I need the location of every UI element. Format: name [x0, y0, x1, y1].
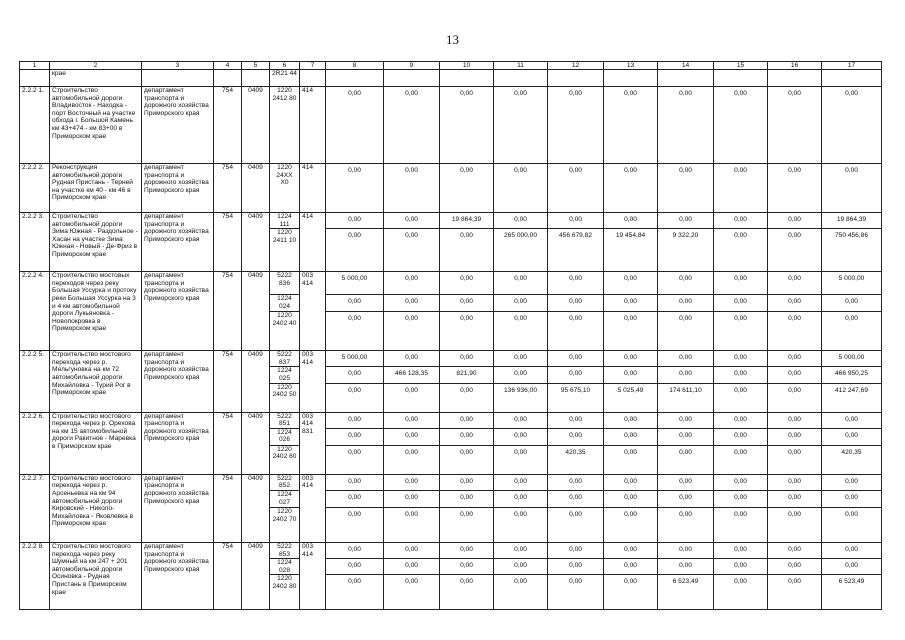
- cell-value: 420,35: [548, 445, 604, 474]
- table-row: [20, 272, 882, 295]
- cell-value: 0,00: [822, 507, 882, 542]
- cell-value: 0,00: [440, 575, 494, 610]
- cell-csr: 1220 2402 40: [270, 312, 300, 351]
- cell-value: 5 000,00: [326, 272, 384, 295]
- column-header: 2: [50, 62, 142, 70]
- column-header: 15: [714, 62, 768, 70]
- cell-value: 0,00: [714, 428, 768, 445]
- cell-value: 0,00: [494, 412, 548, 428]
- cell-value: 0,00: [604, 213, 658, 229]
- cell-value: 0,00: [548, 507, 604, 542]
- cell-value: 136 936,00: [494, 383, 548, 412]
- cell-value: 0,00: [440, 490, 494, 507]
- cell-value: 0,00: [658, 295, 714, 312]
- cell-value: 0,00: [494, 164, 548, 213]
- cell-value: 265 000,00: [494, 229, 548, 272]
- cell-value: 0,00: [494, 474, 548, 490]
- cell-value: 0,00: [768, 383, 822, 412]
- cell-value: 0,00: [714, 412, 768, 428]
- budget-table: [19, 61, 882, 610]
- cell-value: 0,00: [658, 445, 714, 474]
- cell-value: 0,00: [326, 229, 384, 272]
- cell-value: 0,00: [384, 213, 440, 229]
- cell-csr: 1220 2402 60: [270, 445, 300, 474]
- cell-value: 0,00: [658, 559, 714, 575]
- cell-value: 420,35: [822, 445, 882, 474]
- cell-value: 0,00: [326, 559, 384, 575]
- cell-name: Реконструкция автомобильной дороги Рудная Пристань - Терней на участке км 40 - км 46 в Приморском крае: [50, 164, 142, 213]
- cell-value: 0,00: [658, 507, 714, 542]
- cell-dept: департамент транспорта и дорожного хозяйства Приморского края: [142, 474, 214, 542]
- cell-value: 0,00: [326, 474, 384, 490]
- cell-value: 0,00: [714, 507, 768, 542]
- column-header: 13: [604, 62, 658, 70]
- cell-id: 2.2.2 7.: [20, 474, 50, 542]
- cell-value: 0,00: [658, 312, 714, 351]
- cell-value: 0,00: [768, 213, 822, 229]
- cell-rzpr: 0409: [242, 412, 270, 474]
- cell-value: 456 679,82: [548, 229, 604, 272]
- cell-value: 0,00: [768, 559, 822, 575]
- table-row: [20, 474, 882, 490]
- cell-value: 0,00: [714, 575, 768, 610]
- cell-value: 0,00: [494, 559, 548, 575]
- cell-value: 0,00: [768, 490, 822, 507]
- column-number-row: [20, 62, 882, 70]
- cell-value: 0,00: [384, 229, 440, 272]
- cell-value: 0,00: [768, 575, 822, 610]
- cell-value: 5 000,00: [326, 351, 384, 367]
- cell-value: 0,00: [604, 164, 658, 213]
- cell-value: 0,00: [658, 351, 714, 367]
- cell-value: 0,00: [658, 490, 714, 507]
- cell-value: 0,00: [822, 428, 882, 445]
- cell-vr: 414: [300, 164, 326, 213]
- table-row: [20, 87, 882, 164]
- cell-value: 412 247,69: [822, 383, 882, 412]
- cell-value: 0,00: [548, 164, 604, 213]
- cell-value: 0,00: [326, 87, 384, 164]
- cell-rzpr: 0409: [242, 542, 270, 609]
- cell-id: 2.2.2 6.: [20, 412, 50, 474]
- cell-value: 0,00: [768, 412, 822, 428]
- cell-value: 0,00: [714, 542, 768, 558]
- column-header: 10: [440, 62, 494, 70]
- cell-grbs: 754: [214, 87, 242, 164]
- cell-name: Строительство мостовых переходов через реку Большая Уссурка и протоку реки Большая Уссурка на 3 и 4 км автомобильной дороги Лукьяновка - Новопокровка в Приморском крае: [50, 272, 142, 351]
- cell-value: 174 611,10: [658, 383, 714, 412]
- cell-value: 0,00: [440, 164, 494, 213]
- cell-rzpr: 0409: [242, 164, 270, 213]
- cell-grbs: 754: [214, 272, 242, 351]
- cell-value: 0,00: [326, 507, 384, 542]
- cell-value: 0,00: [548, 213, 604, 229]
- column-header: 4: [214, 62, 242, 70]
- cell-value: 0,00: [604, 351, 658, 367]
- table-row: [20, 412, 882, 428]
- cell-value: 0,00: [768, 351, 822, 367]
- cell-value: 0,00: [548, 272, 604, 295]
- cell-value: 0,00: [326, 428, 384, 445]
- cell-value: 0,00: [326, 445, 384, 474]
- column-header: 9: [384, 62, 440, 70]
- column-header: 5: [242, 62, 270, 70]
- cell-value: 0,00: [604, 559, 658, 575]
- cell-value: 0,00: [384, 507, 440, 542]
- cell-value: 0,00: [768, 164, 822, 213]
- cell-value: 0,00: [604, 507, 658, 542]
- cell-value: 0,00: [326, 213, 384, 229]
- cell-value: 0,00: [714, 474, 768, 490]
- cell-value: 0,00: [384, 272, 440, 295]
- cell-value: 0,00: [714, 490, 768, 507]
- cell-value: 0,00: [714, 213, 768, 229]
- cell-rzpr: 0409: [242, 213, 270, 272]
- cell-value: 0,00: [548, 295, 604, 312]
- cell-value: 0,00: [658, 412, 714, 428]
- cell-csr: 5222 852: [270, 474, 300, 490]
- cell-value: 0,00: [494, 367, 548, 383]
- cell-value: 0,00: [768, 542, 822, 558]
- cell-name: Строительство мостового перехода через р. Арсеньевка на км 94 автомобильной дороги Кировский - Николо-Михайловка - Яковлевка в Приморском крае: [50, 474, 142, 542]
- cell-value: 0,00: [440, 559, 494, 575]
- cell-value: 0,00: [326, 164, 384, 213]
- cell-value: 0,00: [822, 164, 882, 213]
- cell-grbs: 754: [214, 412, 242, 474]
- cell-code: 2R21 44: [270, 70, 300, 87]
- cell-value: 0,00: [604, 490, 658, 507]
- cell-value: 0,00: [494, 312, 548, 351]
- cell-value: 0,00: [714, 367, 768, 383]
- cell-value: 0,00: [768, 445, 822, 474]
- cell-value: 0,00: [384, 445, 440, 474]
- cell-csr: 5222 853: [270, 542, 300, 558]
- cell-csr: 1220 2411 10: [270, 229, 300, 272]
- cell-value: 0,00: [714, 312, 768, 351]
- cell-value: 0,00: [548, 428, 604, 445]
- cell-value: 0,00: [548, 490, 604, 507]
- column-header: 8: [326, 62, 384, 70]
- cell-value: 0,00: [440, 312, 494, 351]
- cell-value: 19 864,39: [440, 213, 494, 229]
- continuation-row: [20, 70, 882, 87]
- cell-value: 0,00: [384, 559, 440, 575]
- cell-csr: 1224 111: [270, 213, 300, 229]
- cell-csr: 1224 026: [270, 428, 300, 445]
- cell-value: 0,00: [494, 428, 548, 445]
- cell-vr: 003 414 831: [300, 412, 326, 474]
- cell-value: 6 523,49: [658, 575, 714, 610]
- cell-value: 0,00: [440, 507, 494, 542]
- cell-grbs: 754: [214, 474, 242, 542]
- cell-value: 0,00: [822, 542, 882, 558]
- cell-dept: департамент транспорта и дорожного хозяйства Приморского края: [142, 164, 214, 213]
- cell-value: 0,00: [768, 229, 822, 272]
- cell-csr: 1224 027: [270, 490, 300, 507]
- page-number: 13: [446, 32, 459, 47]
- cell-rzpr: 0409: [242, 87, 270, 164]
- cell-dept: департамент транспорта и дорожного хозяйства Приморского края: [142, 542, 214, 609]
- cell-id: 2.2.2 2.: [20, 164, 50, 213]
- cell-value: 0,00: [658, 474, 714, 490]
- cell-value: 0,00: [658, 428, 714, 445]
- cell-value: 0,00: [658, 87, 714, 164]
- cell-csr: 1220 2402 80: [270, 575, 300, 610]
- cell-value: 0,00: [548, 474, 604, 490]
- cell-value: 0,00: [768, 507, 822, 542]
- cell-value: 0,00: [384, 428, 440, 445]
- cell-value: 0,00: [604, 428, 658, 445]
- cell-csr: 1220 2402 50: [270, 383, 300, 412]
- cell-value: 0,00: [604, 575, 658, 610]
- cell-name: Строительство мостового перехода через р. Орехова на км 15 автомобильной дороги Ракитное - Маревка в Приморском крае: [50, 412, 142, 474]
- cell-value: 0,00: [768, 295, 822, 312]
- column-header: 3: [142, 62, 214, 70]
- cell-csr: 1220 24ХХ Х0: [270, 164, 300, 213]
- cell-value: 0,00: [494, 445, 548, 474]
- cell-dept: департамент транспорта и дорожного хозяйства Приморского края: [142, 272, 214, 351]
- cell-value: 0,00: [714, 87, 768, 164]
- column-header: 11: [494, 62, 548, 70]
- column-header: 1: [20, 62, 50, 70]
- table-row: [20, 213, 882, 229]
- cell-name: Строительство автомобильной дороги Зима Южная - Раздольное - Хасан на участке Зима Южная - Новый - Де-Фриз в Приморском крае: [50, 213, 142, 272]
- cell-value: 0,00: [822, 412, 882, 428]
- cell-dept: департамент транспорта и дорожного хозяйства Приморского края: [142, 213, 214, 272]
- cell-value: 0,00: [384, 575, 440, 610]
- cell-value: 0,00: [768, 428, 822, 445]
- cell-value: 0,00: [440, 351, 494, 367]
- cell-value: 0,00: [714, 351, 768, 367]
- cell-value: 0,00: [604, 272, 658, 295]
- cell-id: 2.2.2 3.: [20, 213, 50, 272]
- cell-csr: 1220 2402 70: [270, 507, 300, 542]
- cell-value: 5 000,00: [822, 351, 882, 367]
- cell-value: 750 456,86: [822, 229, 882, 272]
- cell-value: 0,00: [494, 542, 548, 558]
- cell-value: 0,00: [604, 367, 658, 383]
- cell-value: 0,00: [822, 87, 882, 164]
- cell-value: 0,00: [714, 295, 768, 312]
- cell-value: 0,00: [768, 272, 822, 295]
- cell-value: 0,00: [384, 383, 440, 412]
- cell-value: 0,00: [326, 312, 384, 351]
- cell-value: 0,00: [768, 312, 822, 351]
- column-header: 12: [548, 62, 604, 70]
- cell-value: 0,00: [326, 490, 384, 507]
- cell-value: 0,00: [768, 474, 822, 490]
- cell-value: 0,00: [604, 445, 658, 474]
- cell-vr: 003 414: [300, 272, 326, 351]
- cell-value: 0,00: [494, 272, 548, 295]
- cell-value: 0,00: [822, 295, 882, 312]
- cell-vr: 003 414: [300, 351, 326, 412]
- cell-value: 0,00: [658, 272, 714, 295]
- cell-value: 0,00: [714, 559, 768, 575]
- cell-id: 2.2.2 4.: [20, 272, 50, 351]
- cell-value: 95 675,10: [548, 383, 604, 412]
- cell-csr: 5222 851: [270, 412, 300, 428]
- cell-value: 0,00: [604, 474, 658, 490]
- cell-value: 0,00: [714, 383, 768, 412]
- cell-value: 0,00: [494, 295, 548, 312]
- cell-id: [20, 70, 50, 87]
- cell-value: 9 322,20: [658, 229, 714, 272]
- cell-value: 0,00: [326, 367, 384, 383]
- cell-value: 0,00: [384, 87, 440, 164]
- cell-value: 0,00: [440, 229, 494, 272]
- column-header: 16: [768, 62, 822, 70]
- cell-value: 0,00: [440, 412, 494, 428]
- cell-value: 0,00: [604, 295, 658, 312]
- cell-value: 0,00: [384, 312, 440, 351]
- cell-csr: 1224 025: [270, 367, 300, 383]
- cell-value: 0,00: [548, 412, 604, 428]
- cell-name: Строительство мостового перехода через реку Шумный на км 247 + 201 автомобильной дороги Осиновка - Рудная Пристань в Приморском крае: [50, 542, 142, 609]
- cell-vr: 003 414: [300, 542, 326, 609]
- cell-value: 0,00: [548, 559, 604, 575]
- cell-value: 0,00: [604, 87, 658, 164]
- cell-id: 2.2.2 5.: [20, 351, 50, 412]
- cell-grbs: 754: [214, 351, 242, 412]
- cell-value: 0,00: [494, 87, 548, 164]
- cell-value: 0,00: [714, 229, 768, 272]
- column-header: 6: [270, 62, 300, 70]
- cell-value: 0,00: [822, 474, 882, 490]
- cell-value: 0,00: [384, 164, 440, 213]
- cell-value: 466 950,25: [822, 367, 882, 383]
- cell-dept: департамент транспорта и дорожного хозяйства Приморского края: [142, 351, 214, 412]
- cell-csr: 5222 836: [270, 272, 300, 295]
- cell-value: 0,00: [494, 575, 548, 610]
- cell-value: 0,00: [548, 367, 604, 383]
- cell-csr: 1220 2412 80: [270, 87, 300, 164]
- cell-value: 0,00: [326, 383, 384, 412]
- cell-name: Строительство мостового перехода через р. Мельгуновка на км 72 автомобильной дороги Михайловка - Турий Рог в Приморском крае: [50, 351, 142, 412]
- cell-value: 0,00: [658, 367, 714, 383]
- cell-rzpr: 0409: [242, 351, 270, 412]
- cell-value: 19 454,84: [604, 229, 658, 272]
- cell-value: 0,00: [822, 490, 882, 507]
- cell-value: 0,00: [548, 312, 604, 351]
- column-header: 17: [822, 62, 882, 70]
- cell-value: 0,00: [384, 490, 440, 507]
- cell-grbs: 754: [214, 164, 242, 213]
- cell-value: 5 000,00: [822, 272, 882, 295]
- cell-vr: 003 414: [300, 474, 326, 542]
- cell-value: 0,00: [494, 490, 548, 507]
- cell-value: 0,00: [658, 542, 714, 558]
- cell-value: 0,00: [768, 367, 822, 383]
- cell-csr: 5222 837: [270, 351, 300, 367]
- cell-value: 0,00: [326, 295, 384, 312]
- cell-value: 0,00: [548, 542, 604, 558]
- cell-value: 0,00: [714, 445, 768, 474]
- cell-value: 466 128,35: [384, 367, 440, 383]
- cell-value: 0,00: [326, 412, 384, 428]
- cell-value: 0,00: [384, 295, 440, 312]
- table-row: [20, 542, 882, 558]
- cell-value: 0,00: [440, 445, 494, 474]
- cell-name: крае: [50, 70, 142, 87]
- cell-value: 0,00: [604, 312, 658, 351]
- cell-value: 0,00: [440, 87, 494, 164]
- cell-value: 19 864,39: [822, 213, 882, 229]
- cell-value: 0,00: [714, 164, 768, 213]
- cell-value: 0,00: [440, 428, 494, 445]
- cell-value: 0,00: [658, 213, 714, 229]
- cell-value: 0,00: [384, 351, 440, 367]
- cell-value: 0,00: [384, 542, 440, 558]
- cell-dept: департамент транспорта и дорожного хозяйства Приморского края: [142, 412, 214, 474]
- cell-vr: 414: [300, 87, 326, 164]
- cell-csr: 1224 028: [270, 559, 300, 575]
- table-body: [20, 62, 882, 610]
- cell-value: 0,00: [384, 412, 440, 428]
- cell-id: 2.2.2 1.: [20, 87, 50, 164]
- cell-dept: департамент транспорта и дорожного хозяйства Приморского края: [142, 87, 214, 164]
- cell-value: 0,00: [714, 272, 768, 295]
- cell-value: 6 523,49: [822, 575, 882, 610]
- cell-name: Строительство автомобильной дороги Владивосток - Находка - порт Восточный на участке обхода г. Большой Камень км 43+474 - км 83+00 в Приморском крае: [50, 87, 142, 164]
- column-header: 7: [300, 62, 326, 70]
- cell-value: 0,00: [548, 575, 604, 610]
- table-row: [20, 164, 882, 213]
- cell-value: 0,00: [326, 575, 384, 610]
- cell-value: 821,90: [440, 367, 494, 383]
- cell-value: 0,00: [658, 164, 714, 213]
- cell-value: 0,00: [494, 213, 548, 229]
- cell-value: 0,00: [384, 474, 440, 490]
- cell-value: 0,00: [822, 559, 882, 575]
- cell-value: 0,00: [440, 383, 494, 412]
- cell-value: 0,00: [604, 412, 658, 428]
- table-row: [20, 351, 882, 367]
- cell-value: 0,00: [768, 87, 822, 164]
- cell-value: 0,00: [494, 507, 548, 542]
- cell-value: 5 025,49: [604, 383, 658, 412]
- cell-vr: 414: [300, 213, 326, 272]
- cell-value: 0,00: [822, 312, 882, 351]
- cell-value: 0,00: [494, 351, 548, 367]
- cell-value: 0,00: [440, 295, 494, 312]
- cell-csr: 1224 024: [270, 295, 300, 312]
- cell-value: 0,00: [440, 272, 494, 295]
- column-header: 14: [658, 62, 714, 70]
- cell-rzpr: 0409: [242, 272, 270, 351]
- cell-value: 0,00: [548, 87, 604, 164]
- cell-value: 0,00: [326, 542, 384, 558]
- cell-value: 0,00: [604, 542, 658, 558]
- cell-id: 2.2.2 8.: [20, 542, 50, 609]
- cell-grbs: 754: [214, 213, 242, 272]
- cell-rzpr: 0409: [242, 474, 270, 542]
- cell-grbs: 754: [214, 542, 242, 609]
- cell-value: 0,00: [440, 542, 494, 558]
- cell-value: 0,00: [440, 474, 494, 490]
- cell-value: 0,00: [548, 351, 604, 367]
